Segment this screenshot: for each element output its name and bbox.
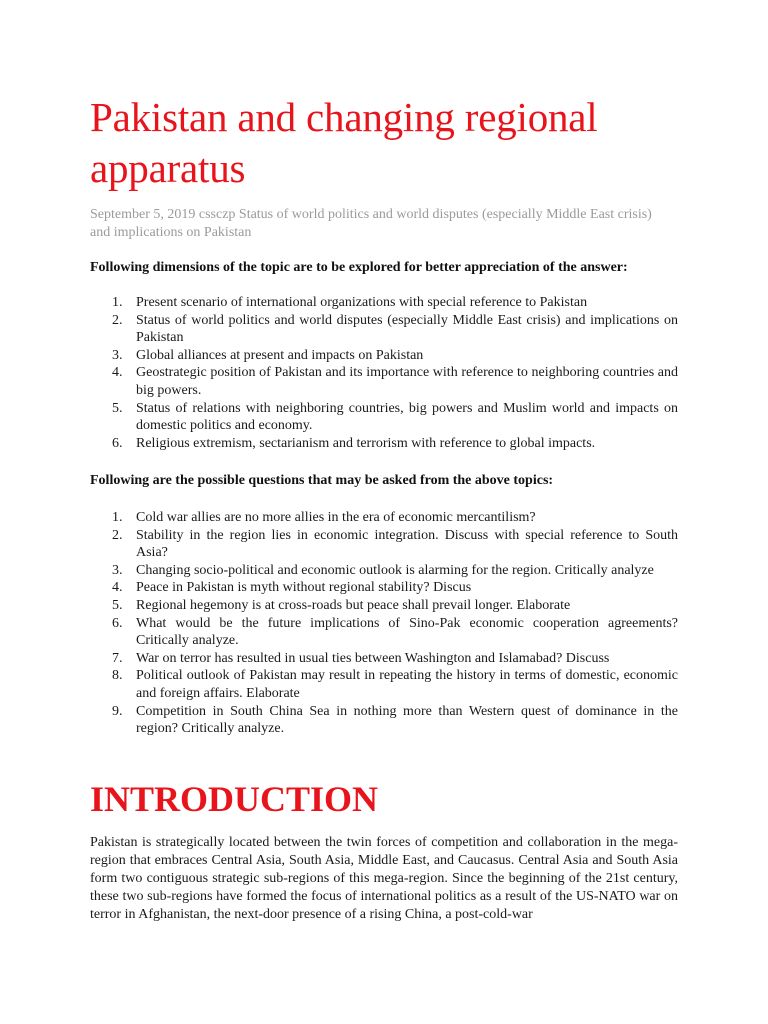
introduction-paragraph: Pakistan is strategically located between the twin forces of competition and collaboration in the mega-region that embraces Central Asia, South Asia, Middle East, and Caucasus. Central Asia and South Asia form two contiguous strategic sub-regions of this mega-region. Since the beginning of the 21st century, these two sub-regions have formed the focus of international politics as a result of the US-NATO war on terror in Afghanistan, the next-door presence of a rising China, a post-cold-war [90, 835, 678, 922]
list-item [90, 527, 678, 562]
list-number: 4. [112, 580, 123, 596]
list-item-text: Religious extremism, sectarianism and terrorism with reference to global impacts. [136, 435, 596, 451]
list-item [90, 650, 678, 668]
list-number: 1. [112, 510, 123, 525]
list-item-text: Global alliances at present and impacts on Pakistan [136, 347, 424, 363]
post-meta: September 5, 2019 cssczp Status of world politics and world disputes (especially Middle East crisis) and implications on Pakistan [90, 207, 652, 240]
list-item-text: What would be the future implications of Sino-Pak economic cooperation agreements? Critically analyze. [136, 615, 678, 649]
list-item [90, 435, 678, 453]
list-item-text: Regional hegemony is at cross-roads but peace shall prevail longer. Elaborate [136, 597, 571, 613]
list-item-text: Status of relations with neighboring countries, big powers and Muslim world and impacts on domestic politics and economy. [136, 400, 678, 434]
list-item-text: Stability in the region lies in economic integration. Discuss with special reference to South Asia? [136, 527, 678, 561]
list-item [90, 347, 678, 365]
list-number: 5. [112, 597, 123, 613]
list-item [90, 615, 678, 650]
list-item [90, 509, 678, 527]
list-item [90, 294, 678, 312]
questions-lead: Following are the possible questions that may be asked from the above topics: [90, 473, 554, 488]
list-item [90, 597, 678, 615]
list-number: 7. [112, 650, 123, 666]
list-item-text: Competition in South China Sea in nothing more than Western quest of dominance in the region? Critically analyze. [136, 703, 678, 737]
introduction-heading: INTRODUCTION [90, 779, 379, 819]
list-item [90, 703, 678, 738]
list-number: 6. [112, 615, 123, 631]
list-number: 1. [112, 295, 123, 310]
list-item [90, 312, 678, 347]
list-item [90, 579, 678, 597]
list-number: 5. [112, 400, 123, 416]
dimensions-list [90, 294, 678, 452]
list-number: 6. [112, 435, 123, 451]
list-number: 2. [112, 527, 123, 543]
list-item-text: Geostrategic position of Pakistan and its importance with reference to neighboring countries and big powers. [136, 365, 678, 398]
list-number: 9. [112, 703, 123, 719]
list-number: 2. [112, 312, 123, 328]
list-item-text: War on terror has resulted in usual ties between Washington and Islamabad? Discuss [136, 650, 610, 666]
list-number: 3. [112, 347, 123, 363]
list-item-text: Peace in Pakistan is myth without regional stability? Discus [136, 580, 472, 596]
list-number: 3. [112, 562, 123, 578]
dimensions-lead: Following dimensions of the topic are to be explored for better appreciation of the answer: [90, 260, 628, 275]
page-title: Pakistan and changing regional apparatus [90, 94, 598, 191]
list-item-text: Cold war allies are no more allies in the era of economic mercantilism? [136, 510, 536, 525]
list-item-text: Present scenario of international organizations with special reference to Pakistan [136, 295, 588, 310]
list-item-text: Status of world politics and world disputes (especially Middle East crisis) and implications on Pakistan [136, 312, 678, 346]
list-number: 8. [112, 668, 123, 684]
list-item [90, 667, 678, 702]
list-item [90, 562, 678, 580]
list-number: 4. [112, 365, 123, 381]
list-item-text: Changing socio-political and economic outlook is alarming for the region. Critically analyze [136, 562, 654, 578]
questions-list [90, 509, 678, 738]
list-item-text: Political outlook of Pakistan may result in repeating the history in terms of domestic, economic and foreign affairs. Elaborate [136, 668, 678, 701]
list-item [90, 364, 678, 399]
list-item [90, 400, 678, 435]
